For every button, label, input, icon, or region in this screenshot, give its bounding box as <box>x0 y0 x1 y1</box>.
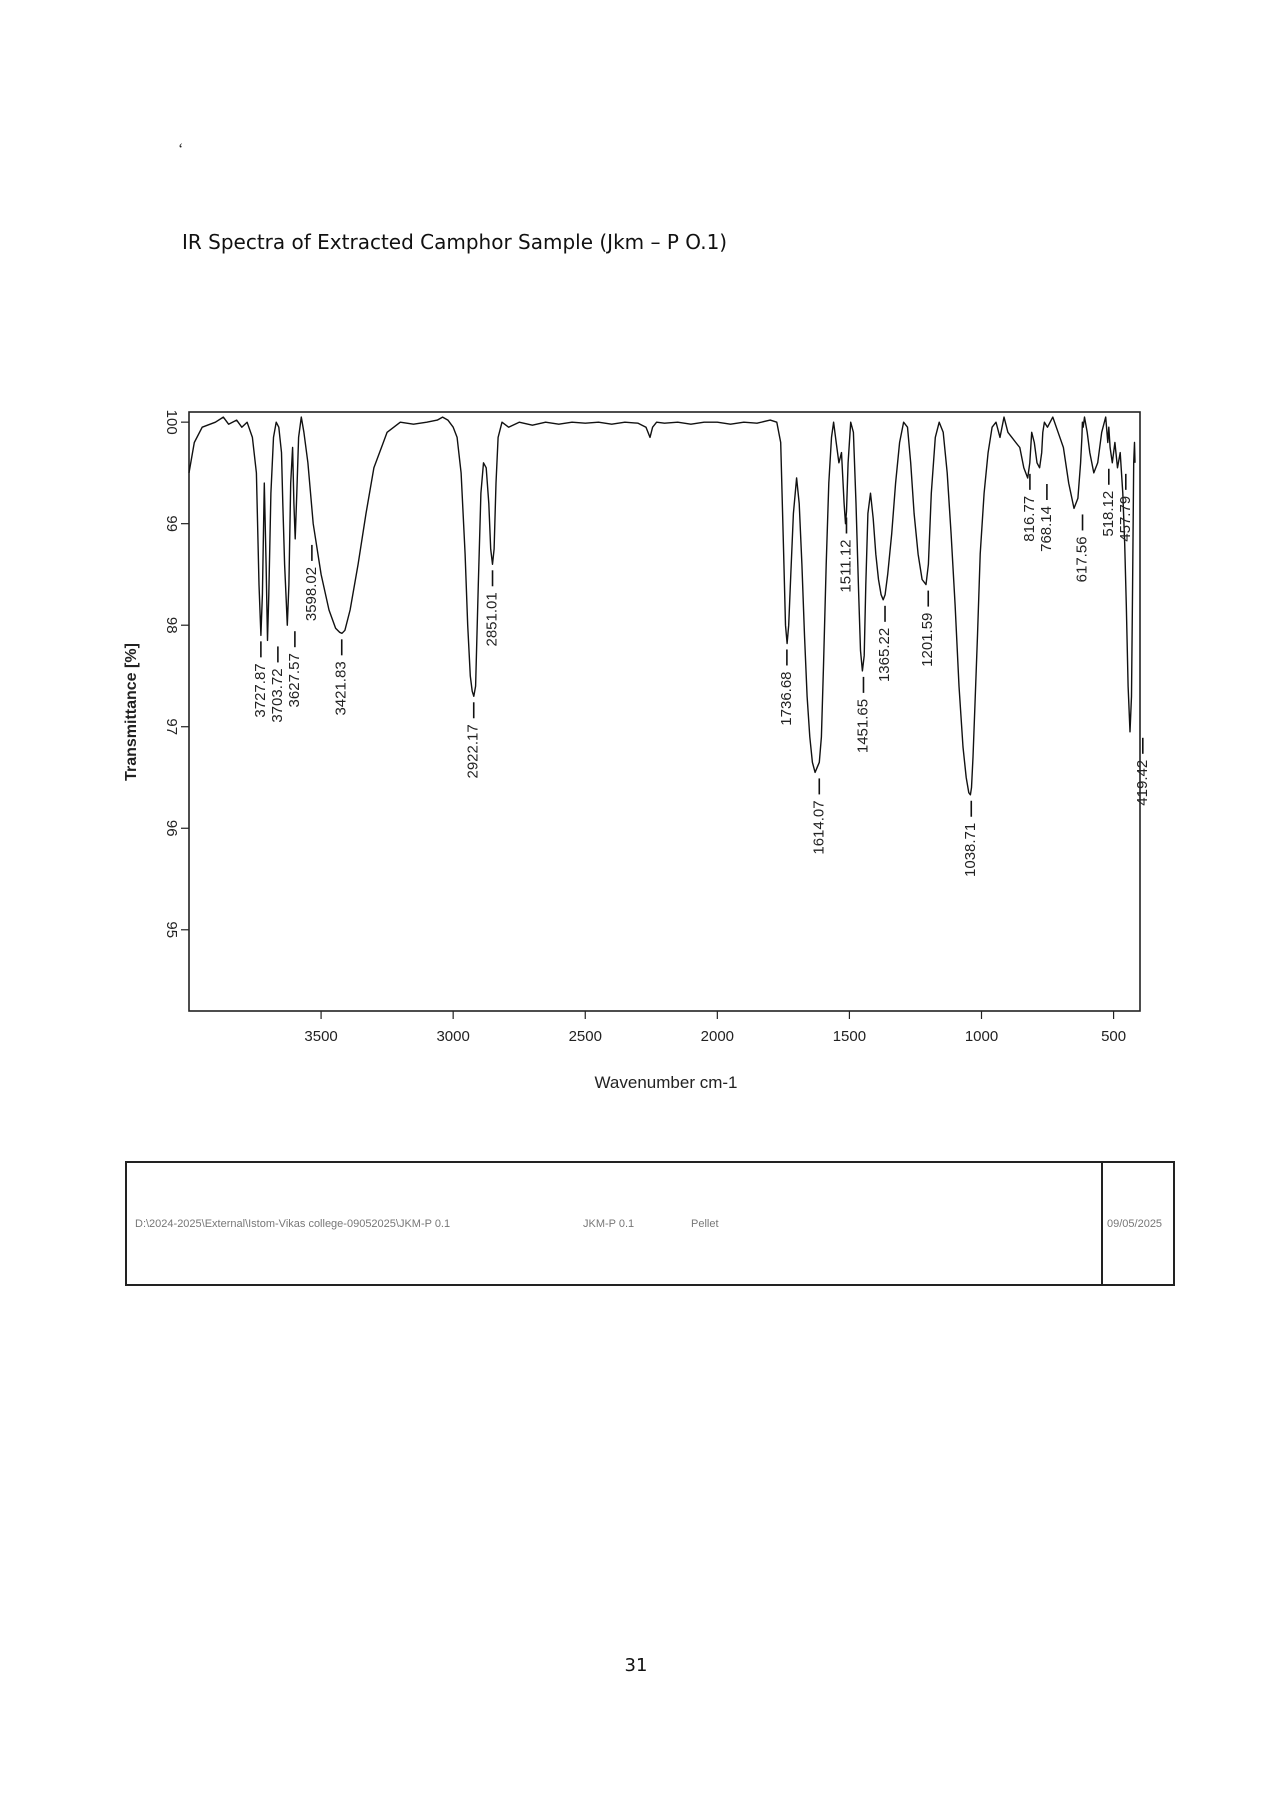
peak-label: 3627.57 <box>285 653 303 708</box>
peak-label: 1511.12 <box>837 539 855 593</box>
peak-annotation <box>810 778 827 854</box>
y-tick-label: 99 <box>163 515 180 533</box>
file-path: D:\2024-2025\External\Istom-Vikas college-09052025\JKM-P 0.1 <box>135 1218 451 1230</box>
x-tick-label: 3000 <box>436 1028 470 1045</box>
peak-label: 518.12 <box>1099 490 1117 537</box>
peak-label: 768.14 <box>1037 505 1055 552</box>
peak-labels <box>252 469 1151 877</box>
peak-label: 816.77 <box>1020 495 1038 542</box>
peak-label: 3421.83 <box>332 661 350 716</box>
peak-annotation <box>1038 484 1055 552</box>
y-tick-label: 98 <box>163 616 180 634</box>
peak-annotation <box>1117 474 1134 542</box>
peak-label: 2922.17 <box>464 724 482 779</box>
x-tick-label: 2000 <box>700 1028 735 1045</box>
peak-label: 1736.68 <box>777 671 795 726</box>
spectrum-line <box>189 417 1135 795</box>
peak-label: 3703.72 <box>268 668 286 723</box>
peak-annotation <box>854 677 871 753</box>
axis-ticks <box>163 410 1126 1045</box>
peak-annotation <box>465 702 482 778</box>
peak-annotation <box>269 646 286 722</box>
peak-label: 2851.01 <box>483 592 501 647</box>
y-tick-label: 96 <box>163 819 180 837</box>
peak-annotation <box>286 631 303 707</box>
x-axis-label: Wavenumber cm-1 <box>594 1073 738 1092</box>
y-tick-label: 100 <box>163 409 180 435</box>
instrument-info-box <box>125 1161 1175 1286</box>
peak-annotation <box>1073 514 1090 582</box>
plot-frame <box>189 412 1140 1011</box>
peak-annotation <box>483 570 500 646</box>
y-tick-label: 97 <box>163 718 180 736</box>
peak-annotation <box>1134 738 1151 806</box>
peak-annotation <box>303 545 320 621</box>
peak-annotation <box>333 639 350 715</box>
peak-label: 1614.07 <box>810 800 828 855</box>
peak-label: 617.56 <box>1073 536 1091 583</box>
peak-label: 457.79 <box>1116 495 1134 542</box>
sample-name: JKM-P 0.1 <box>583 1218 635 1230</box>
peak-annotation <box>1100 469 1117 537</box>
peak-annotation <box>778 649 795 725</box>
x-tick-label: 500 <box>1101 1028 1127 1045</box>
page-number: 31 <box>624 1655 648 1676</box>
y-tick-label: 95 <box>163 921 180 939</box>
peak-annotation <box>1021 474 1038 542</box>
sample-method: Pellet <box>691 1218 719 1230</box>
peak-label: 1365.22 <box>875 627 893 683</box>
peak-label: 3598.02 <box>302 566 320 622</box>
peak-label: 3727.87 <box>251 663 269 718</box>
info-box-divider <box>1101 1163 1103 1284</box>
peak-annotation <box>919 591 936 667</box>
peak-annotation <box>252 641 269 717</box>
y-axis-label: Transmittance [%] <box>123 643 140 781</box>
x-tick-label: 3500 <box>304 1028 338 1045</box>
measurement-date: 09/05/2025 <box>1107 1218 1163 1230</box>
peak-annotation <box>876 606 893 682</box>
x-tick-label: 1000 <box>964 1028 999 1045</box>
peak-label: 419.42 <box>1133 759 1151 806</box>
peak-annotation <box>962 801 979 877</box>
x-tick-label: 2500 <box>568 1028 602 1045</box>
page-mark: ‘ <box>178 141 184 158</box>
page-title: IR Spectra of Extracted Camphor Sample (Jkm – P O.1) <box>182 230 728 254</box>
peak-label: 1451.65 <box>854 698 872 754</box>
peak-label: 1038.71 <box>962 822 980 877</box>
peak-label: 1201.59 <box>919 612 937 667</box>
x-tick-label: 1500 <box>832 1028 867 1045</box>
peak-annotation <box>837 517 854 592</box>
